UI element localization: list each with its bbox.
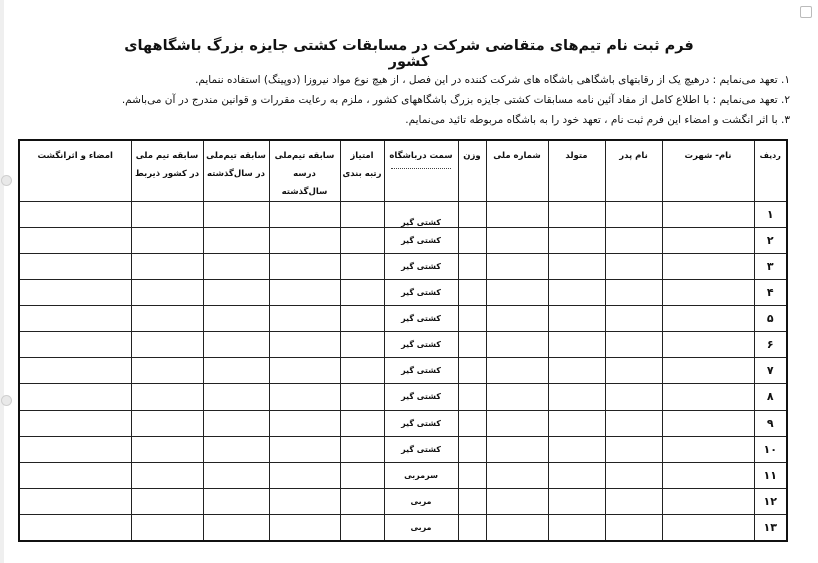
signature-cell[interactable] xyxy=(19,514,131,541)
name-cell[interactable] xyxy=(662,280,754,306)
last-year-history-cell[interactable] xyxy=(203,254,269,280)
registration-table xyxy=(18,139,788,542)
signature-cell[interactable] xyxy=(19,228,131,254)
last-year-history-cell[interactable] xyxy=(203,488,269,514)
club-position-label: سمت درباشگاه xyxy=(389,151,453,161)
club-position-cell: مربی xyxy=(384,488,458,514)
three-year-history-cell[interactable] xyxy=(269,306,340,332)
points-label: امتیاز xyxy=(350,151,374,161)
national-id-cell[interactable] xyxy=(486,462,548,488)
country-national-team-cell[interactable] xyxy=(131,488,203,514)
name-cell[interactable] xyxy=(662,436,754,462)
col-header-national-id: شماره ملی xyxy=(486,140,548,202)
table-row xyxy=(19,436,787,462)
weight-cell[interactable] xyxy=(458,436,486,462)
row-number-cell: ۳ xyxy=(754,254,787,280)
name-cell[interactable] xyxy=(662,202,754,228)
signature-cell[interactable] xyxy=(19,202,131,228)
ranking-points-cell[interactable] xyxy=(340,488,384,514)
country-national-team-cell[interactable] xyxy=(131,436,203,462)
father-name-cell[interactable] xyxy=(605,358,662,384)
signature-cell[interactable] xyxy=(19,306,131,332)
club-position-cell: کشتی گیر xyxy=(384,410,458,436)
col-header-row-number: ردیف xyxy=(754,140,787,202)
name-cell[interactable] xyxy=(662,462,754,488)
country-national-team-cell[interactable] xyxy=(131,384,203,410)
ranking-points-cell[interactable] xyxy=(340,228,384,254)
row-number-cell: ۷ xyxy=(754,358,787,384)
club-position-cell: کشتی گیر xyxy=(384,254,458,280)
father-name-cell[interactable] xyxy=(605,202,662,228)
weight-cell[interactable] xyxy=(458,332,486,358)
row-number-cell: ۸ xyxy=(754,384,787,410)
name-cell[interactable] xyxy=(662,410,754,436)
weight-cell[interactable] xyxy=(458,358,486,384)
birth-cell[interactable] xyxy=(548,228,605,254)
father-name-cell[interactable] xyxy=(605,488,662,514)
birth-cell[interactable] xyxy=(548,280,605,306)
col-header-three-year-history xyxy=(269,140,340,202)
national-team-label: سابقه تیم ملی xyxy=(135,151,199,161)
table-row xyxy=(19,410,787,436)
national-id-cell[interactable] xyxy=(486,436,548,462)
three-years-label: درسه سال‌گذشته xyxy=(281,169,328,197)
col-header-ranking-points xyxy=(340,140,384,202)
birth-cell[interactable] xyxy=(548,384,605,410)
three-year-history-cell[interactable] xyxy=(269,254,340,280)
name-cell[interactable] xyxy=(662,514,754,541)
signature-cell[interactable] xyxy=(19,358,131,384)
row-number-cell: ۵ xyxy=(754,306,787,332)
club-position-cell: سرمربی xyxy=(384,462,458,488)
birth-cell[interactable] xyxy=(548,436,605,462)
signature-cell[interactable] xyxy=(19,436,131,462)
national-id-cell[interactable] xyxy=(486,306,548,332)
ranking-points-cell[interactable] xyxy=(340,306,384,332)
father-name-cell[interactable] xyxy=(605,436,662,462)
last-year-history-cell[interactable] xyxy=(203,280,269,306)
birth-cell[interactable] xyxy=(548,462,605,488)
weight-cell[interactable] xyxy=(458,254,486,280)
three-year-history-cell[interactable] xyxy=(269,358,340,384)
table-row xyxy=(19,514,787,541)
signature-cell[interactable] xyxy=(19,332,131,358)
country-national-team-cell[interactable] xyxy=(131,462,203,488)
weight-cell[interactable] xyxy=(458,306,486,332)
row-number-cell: ۶ xyxy=(754,332,787,358)
name-cell[interactable] xyxy=(662,332,754,358)
table-row xyxy=(19,280,787,306)
three-year-history-cell[interactable] xyxy=(269,202,340,228)
national-id-cell[interactable] xyxy=(486,384,548,410)
national-id-cell[interactable] xyxy=(486,202,548,228)
three-year-history-cell[interactable] xyxy=(269,462,340,488)
name-cell[interactable] xyxy=(662,228,754,254)
table-row xyxy=(19,462,787,488)
birth-cell[interactable] xyxy=(548,514,605,541)
weight-cell[interactable] xyxy=(458,514,486,541)
country-national-team-cell[interactable] xyxy=(131,228,203,254)
last-year-history-cell[interactable] xyxy=(203,514,269,541)
row-number-cell: ۱۲ xyxy=(754,488,787,514)
country-national-team-cell[interactable] xyxy=(131,410,203,436)
ranking-points-cell[interactable] xyxy=(340,410,384,436)
last-year-history-cell[interactable] xyxy=(203,202,269,228)
last-year-history-cell[interactable] xyxy=(203,306,269,332)
father-name-cell[interactable] xyxy=(605,514,662,541)
signature-cell[interactable] xyxy=(19,254,131,280)
national-id-cell[interactable] xyxy=(486,410,548,436)
national-id-cell[interactable] xyxy=(486,358,548,384)
ranking-points-cell[interactable] xyxy=(340,254,384,280)
country-national-team-cell[interactable] xyxy=(131,332,203,358)
three-year-history-cell[interactable] xyxy=(269,280,340,306)
father-name-cell[interactable] xyxy=(605,254,662,280)
col-header-club-position xyxy=(384,140,458,202)
row-number-cell: ۱ xyxy=(754,202,787,228)
ranking-points-cell[interactable] xyxy=(340,514,384,541)
country-national-team-cell[interactable] xyxy=(131,254,203,280)
name-cell[interactable] xyxy=(662,488,754,514)
table-row xyxy=(19,254,787,280)
name-cell[interactable] xyxy=(662,384,754,410)
three-year-history-cell[interactable] xyxy=(269,228,340,254)
table-row xyxy=(19,202,787,228)
weight-cell[interactable] xyxy=(458,228,486,254)
national-id-cell[interactable] xyxy=(486,254,548,280)
signature-cell[interactable] xyxy=(19,462,131,488)
col-header-last-year-history xyxy=(203,140,269,202)
last-year-history-cell[interactable] xyxy=(203,228,269,254)
table-row xyxy=(19,332,787,358)
table-row xyxy=(19,228,787,254)
last-year-history-cell[interactable] xyxy=(203,462,269,488)
birth-cell[interactable] xyxy=(548,410,605,436)
table-row xyxy=(19,384,787,410)
club-position-cell: کشتی گیر xyxy=(384,332,458,358)
team-history-label: سابقه تیم‌ملی xyxy=(274,151,335,161)
note-2: ۲. تعهد می‌نمایم : با اطلاع کامل از مفاد آئین نامه مسابقات کشتی جایزه بزرگ باشگاههای کشور ، ملزم به رعایت مقررات و قوانین مندرج در آن می‌باشم. xyxy=(121,94,790,106)
row-number-cell: ۱۱ xyxy=(754,462,787,488)
country-label: در کشور ذیربط xyxy=(134,169,200,179)
ranking-points-cell[interactable] xyxy=(340,384,384,410)
ranking-points-cell[interactable] xyxy=(340,332,384,358)
col-header-name: نام- شهرت xyxy=(662,140,754,202)
three-year-history-cell[interactable] xyxy=(269,514,340,541)
last-year-history-cell[interactable] xyxy=(203,358,269,384)
three-year-history-cell[interactable] xyxy=(269,332,340,358)
ranking-points-cell[interactable] xyxy=(340,358,384,384)
signature-cell[interactable] xyxy=(19,488,131,514)
row-number-cell: ۴ xyxy=(754,280,787,306)
national-id-cell[interactable] xyxy=(486,332,548,358)
father-name-cell[interactable] xyxy=(605,462,662,488)
row-number-cell: ۲ xyxy=(754,228,787,254)
birth-cell[interactable] xyxy=(548,332,605,358)
note-1: ۱. تعهد می‌نمایم : درهیچ یک از رقابتهای باشگاهی باشگاه های شرکت کننده در این فصل ، از هیچ نوع مواد نیروزا (دوپینگ) استفاده ننمایم. xyxy=(195,74,790,86)
national-id-cell[interactable] xyxy=(486,280,548,306)
table-row xyxy=(19,358,787,384)
table-row xyxy=(19,306,787,332)
corner-mark xyxy=(800,6,812,18)
ranking-label: رتبه بندی xyxy=(342,169,382,179)
col-header-birth: متولد xyxy=(548,140,605,202)
ranking-points-cell[interactable] xyxy=(340,280,384,306)
club-position-cell: کشتی گیر xyxy=(384,202,458,228)
col-header-country-national-team xyxy=(131,140,203,202)
ranking-points-cell[interactable] xyxy=(340,202,384,228)
three-year-history-cell[interactable] xyxy=(269,488,340,514)
commitment-notes xyxy=(121,70,790,130)
dotted-line xyxy=(391,168,451,169)
father-name-cell[interactable] xyxy=(605,306,662,332)
club-position-cell: کشتی گیر xyxy=(384,436,458,462)
row-number-cell: ۱۰ xyxy=(754,436,787,462)
father-name-cell[interactable] xyxy=(605,410,662,436)
row-number-cell: ۹ xyxy=(754,410,787,436)
country-national-team-cell[interactable] xyxy=(131,202,203,228)
club-position-cell: مربی xyxy=(384,514,458,541)
weight-cell[interactable] xyxy=(458,462,486,488)
table-body xyxy=(19,202,787,542)
national-history-label: سابقه تیم‌ملی xyxy=(206,151,266,161)
last-year-history-cell[interactable] xyxy=(203,384,269,410)
col-header-weight: وزن xyxy=(458,140,486,202)
club-position-cell: کشتی گیر xyxy=(384,280,458,306)
last-year-history-cell[interactable] xyxy=(203,410,269,436)
father-name-cell[interactable] xyxy=(605,384,662,410)
weight-cell[interactable] xyxy=(458,410,486,436)
header-row xyxy=(19,140,787,202)
national-id-cell[interactable] xyxy=(486,228,548,254)
club-position-cell: کشتی گیر xyxy=(384,306,458,332)
punch-hole xyxy=(1,175,12,186)
country-national-team-cell[interactable] xyxy=(131,306,203,332)
birth-cell[interactable] xyxy=(548,358,605,384)
country-national-team-cell[interactable] xyxy=(131,280,203,306)
last-year-label: در سال‌گذشته xyxy=(207,169,265,179)
club-position-cell: کشتی گیر xyxy=(384,228,458,254)
last-year-history-cell[interactable] xyxy=(203,436,269,462)
ranking-points-cell[interactable] xyxy=(340,462,384,488)
national-id-cell[interactable] xyxy=(486,488,548,514)
father-name-cell[interactable] xyxy=(605,228,662,254)
country-national-team-cell[interactable] xyxy=(131,514,203,541)
name-cell[interactable] xyxy=(662,254,754,280)
weight-cell[interactable] xyxy=(458,384,486,410)
weight-cell[interactable] xyxy=(458,280,486,306)
signature-cell[interactable] xyxy=(19,280,131,306)
country-national-team-cell[interactable] xyxy=(131,358,203,384)
scan-edge-shadow xyxy=(0,0,4,563)
birth-cell[interactable] xyxy=(548,202,605,228)
punch-hole xyxy=(1,395,12,406)
signature-cell[interactable] xyxy=(19,410,131,436)
ranking-points-cell[interactable] xyxy=(340,436,384,462)
name-cell[interactable] xyxy=(662,358,754,384)
row-number-cell: ۱۳ xyxy=(754,514,787,541)
col-header-signature: امضاء و اثرانگشت xyxy=(19,140,131,202)
national-id-cell[interactable] xyxy=(486,514,548,541)
club-position-cell: کشتی گیر xyxy=(384,358,458,384)
birth-cell[interactable] xyxy=(548,306,605,332)
col-header-father-name: نام پدر xyxy=(605,140,662,202)
weight-cell[interactable] xyxy=(458,488,486,514)
form-title: فرم ثبت نام تیم‌های متقاضی شرکت در مسابقات کشتی جایزه بزرگ باشگاههای کشور xyxy=(124,38,694,70)
three-year-history-cell[interactable] xyxy=(269,410,340,436)
father-name-cell[interactable] xyxy=(605,332,662,358)
note-3: ۳. با اثر انگشت و امضاء این فرم ثبت نام ، تعهد خود را به باشگاه مربوطه تائید می‌نمایم. xyxy=(405,114,790,126)
three-year-history-cell[interactable] xyxy=(269,384,340,410)
birth-cell[interactable] xyxy=(548,254,605,280)
signature-cell[interactable] xyxy=(19,384,131,410)
father-name-cell[interactable] xyxy=(605,280,662,306)
weight-cell[interactable] xyxy=(458,202,486,228)
table-row xyxy=(19,488,787,514)
birth-cell[interactable] xyxy=(548,488,605,514)
three-year-history-cell[interactable] xyxy=(269,436,340,462)
club-position-cell: کشتی گیر xyxy=(384,384,458,410)
last-year-history-cell[interactable] xyxy=(203,332,269,358)
name-cell[interactable] xyxy=(662,306,754,332)
